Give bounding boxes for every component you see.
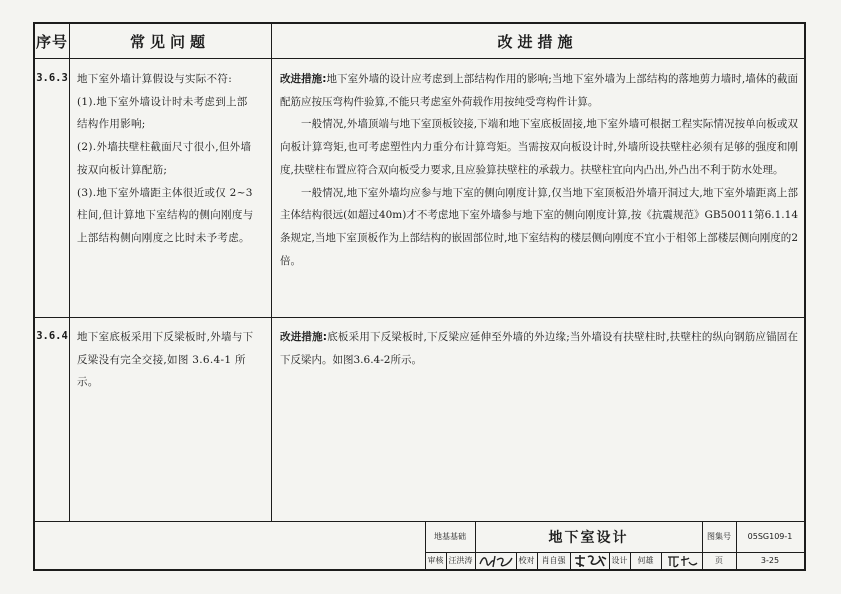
header-problem: 常见问题 [129, 32, 210, 51]
reviewer-name: 汪洪涛 [448, 556, 473, 565]
designer-signature [661, 552, 702, 569]
measure-label: 改进措施: [280, 73, 327, 85]
problem-line: 柱间,但计算地下室结构的侧向刚度与 [77, 209, 254, 222]
page-label: 页 [715, 556, 723, 565]
problem-line: 上部结构侧向刚度之比时未予考虑。 [77, 231, 250, 244]
check-label: 校对 [518, 556, 535, 565]
designer-name: 何雄 [637, 556, 654, 565]
col-divider [271, 24, 272, 521]
category-cell: 地基基础 [434, 532, 466, 541]
measure-paragraph [280, 68, 798, 113]
measure-label: 改进措施: [280, 331, 328, 343]
problem-line: 结构作用影响; [77, 118, 146, 131]
row-number: 3.6.4 [36, 330, 68, 342]
measure-paragraph: 一般情况,地下室外墙均应参与地下室的侧向刚度计算,仅当地下室顶板沿外墙开洞过大,地下室外墙距离上部主体结构很远(如超过40m)才不考虑地下室外墙参与地下室的侧向刚度计算,按《抗震规范》GB50011第6.1.14条规定,当地下室顶板作为上部结构的嵌固部位时,地下室结构的楼层侧向刚度不宜小于相邻上部楼层侧向刚度的2倍。 [280, 186, 798, 267]
header-rule [35, 58, 804, 59]
measure-text: 底板采用下反梁板时,下反梁应延伸至外墙的外边缘;当外墙设有扶壁柱时,扶壁柱的纵向钢筋应锚固在下反梁内。如图3.6.4-2所示。 [280, 331, 798, 366]
problem-line: 反梁没有完全交接,如图 3.6.4-1 所 [77, 353, 246, 366]
row-number: 3.6.3 [36, 72, 68, 84]
review-label: 审核 [427, 556, 444, 565]
problem-line: (3).地下室外墙距主体很近或仅 2~3 [77, 186, 253, 199]
problem-line: (1).地下室外墙设计时未考虑到上部 [77, 95, 248, 108]
design-label: 设计 [611, 556, 628, 565]
header-no: 序号 [35, 32, 68, 51]
problem-line: 按双向板计算配筋; [77, 163, 168, 176]
header-measure: 改进措施 [497, 32, 578, 51]
problem-line: 地下室底板采用下反梁板时,外墙与下 [77, 331, 254, 343]
measure-cell [280, 68, 798, 272]
atlas-no-label: 图集号 [707, 532, 731, 541]
problem-line: 示。 [77, 376, 99, 389]
problem-line: 地下室外墙计算假设与实际不符: [77, 73, 233, 85]
measure-cell [280, 326, 798, 371]
page-number: 3-25 [760, 556, 780, 565]
measure-paragraph [280, 326, 798, 371]
problem-cell [77, 68, 269, 250]
measure-text: 地下室外墙的设计应考虑到上部结构作用的影响;当地下室外墙为上部结构的落地剪力墙时,墙体的截面配筋应按压弯构件验算,不能只考虑室外荷载作用按纯受弯构件计算。 [280, 73, 798, 108]
table-frame [33, 22, 806, 571]
atlas-no: 05SG109-1 [747, 532, 793, 541]
row-rule [35, 317, 804, 318]
problem-cell [77, 326, 269, 394]
col-divider [69, 24, 70, 521]
sheet-title: 地下室设计 [548, 529, 629, 546]
checker-name: 肖自强 [541, 556, 566, 565]
measure-paragraph: 一般情况,外墙顶端与地下室顶板铰接,下端和地下室底板固接,地下室外墙可根据工程实际情况按单向板或双向板计算弯矩,也可考虑塑性内力重分布计算弯矩。当需按双向板设计时,外墙所设扶壁柱必须有足够的强度和刚度,扶壁柱布置应符合双向板受力要求,且应验算扶壁柱的承载力。扶壁柱宜向内凸出,外凸出不利于防水处理。 [280, 118, 798, 176]
reviewer-signature [475, 552, 516, 569]
problem-line: (2).外墙扶壁柱截面尺寸很小,但外墙 [77, 141, 252, 154]
checker-signature [570, 552, 609, 569]
